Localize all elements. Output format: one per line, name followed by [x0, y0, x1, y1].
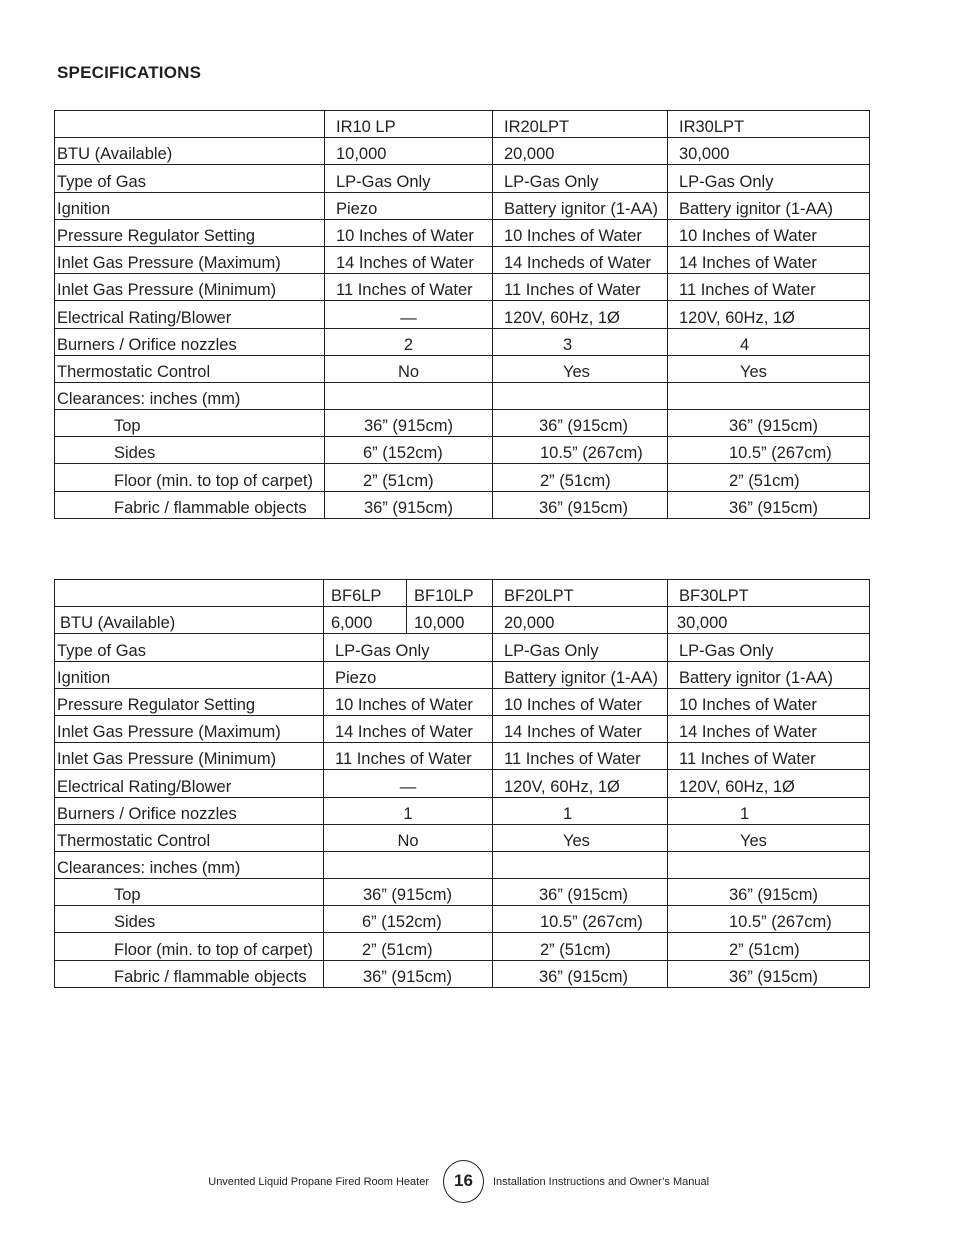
spec-value: LP-Gas Only: [324, 634, 493, 661]
row-label: Clearances: inches (mm): [55, 382, 325, 409]
model-header: BF6LP: [324, 580, 407, 607]
spec-value: 14 Inches of Water: [668, 246, 870, 273]
spec-value: LP-Gas Only: [668, 165, 870, 192]
spec-value: 10 Inches of Water: [493, 219, 668, 246]
model-header: BF20LPT: [493, 580, 668, 607]
spec-value: No: [325, 355, 493, 382]
row-label: BTU (Available): [55, 138, 325, 165]
spec-value: 11 Inches of Water: [493, 274, 668, 301]
table-row: [55, 491, 870, 518]
footer-right-text: Installation Instructions and Owner’s Manual: [493, 1176, 710, 1188]
spec-value: 20,000: [493, 607, 668, 634]
row-label: Ignition: [55, 661, 324, 688]
spec-value: 4: [668, 328, 870, 355]
row-label: Inlet Gas Pressure (Minimum): [55, 274, 325, 301]
table-row: [55, 355, 870, 382]
spec-table-bf: [54, 579, 870, 988]
spec-table-ir: [54, 110, 870, 519]
spec-value: 10 Inches of Water: [324, 688, 493, 715]
spec-value: 20,000: [493, 138, 668, 165]
table-row: [55, 219, 870, 246]
spec-value: 30,000: [668, 607, 870, 634]
spec-value: LP-Gas Only: [493, 634, 668, 661]
header-blank-cell: [55, 580, 324, 607]
row-label: Floor (min. to top of carpet): [55, 933, 324, 960]
spec-value: [668, 851, 870, 878]
table-row: [55, 607, 870, 634]
spec-value: 2: [325, 328, 493, 355]
spec-value: Yes: [668, 355, 870, 382]
spec-value: 3: [493, 328, 668, 355]
row-label: Burners / Orifice nozzles: [55, 797, 324, 824]
spec-value: 10 Inches of Water: [325, 219, 493, 246]
spec-value: 1: [493, 797, 668, 824]
row-label: Clearances: inches (mm): [55, 851, 324, 878]
spec-value: Piezo: [324, 661, 493, 688]
header-blank-cell: [55, 111, 325, 138]
table-row: [55, 715, 870, 742]
row-label: Type of Gas: [55, 634, 324, 661]
spec-value: 6” (152cm): [325, 437, 493, 464]
spec-value: [325, 382, 493, 409]
model-header: IR20LPT: [493, 111, 668, 138]
spec-value: 36” (915cm): [493, 879, 668, 906]
row-label: Pressure Regulator Setting: [55, 219, 325, 246]
spec-value: 6,000: [324, 607, 407, 634]
spec-value: 11 Inches of Water: [668, 274, 870, 301]
spec-value: Yes: [668, 824, 870, 851]
spec-value: 36” (915cm): [668, 960, 870, 987]
spec-value: [668, 382, 870, 409]
spec-value: 14 Inches of Water: [493, 715, 668, 742]
row-label: Electrical Rating/Blower: [55, 301, 325, 328]
table-row: [55, 634, 870, 661]
spec-value: Battery ignitor (1-AA): [668, 192, 870, 219]
spec-value: 36” (915cm): [668, 491, 870, 518]
spec-value: 2” (51cm): [668, 464, 870, 491]
spec-value: Yes: [493, 824, 668, 851]
model-header: BF10LP: [407, 580, 493, 607]
spec-value: 2” (51cm): [493, 464, 668, 491]
spec-value: 36” (915cm): [325, 410, 493, 437]
spec-value: LP-Gas Only: [493, 165, 668, 192]
table-header-row: [55, 111, 870, 138]
spec-value: 2” (51cm): [493, 933, 668, 960]
spec-value: LP-Gas Only: [325, 165, 493, 192]
spec-value: 36” (915cm): [668, 410, 870, 437]
table-row: [55, 933, 870, 960]
table-row: [55, 192, 870, 219]
table-row: [55, 797, 870, 824]
table-row: [55, 328, 870, 355]
spec-value: 120V, 60Hz, 1Ø: [493, 301, 668, 328]
table-row: [55, 437, 870, 464]
row-label: Sides: [55, 906, 324, 933]
table-row: [55, 661, 870, 688]
spec-value: 36” (915cm): [324, 960, 493, 987]
row-label: Top: [55, 410, 325, 437]
row-label: Inlet Gas Pressure (Maximum): [55, 715, 324, 742]
spec-value: LP-Gas Only: [668, 634, 870, 661]
spec-value: 14 Inches of Water: [324, 715, 493, 742]
spec-value: 14 Incheds of Water: [493, 246, 668, 273]
row-label: Burners / Orifice nozzles: [55, 328, 325, 355]
table-row: [55, 824, 870, 851]
spec-value: 10,000: [325, 138, 493, 165]
spec-value: [324, 851, 493, 878]
spec-value: [493, 382, 668, 409]
row-label: Sides: [55, 437, 325, 464]
spec-value: 6” (152cm): [324, 906, 493, 933]
table-row: [55, 138, 870, 165]
page-number: 16: [443, 1160, 484, 1203]
page-title: SPECIFICATIONS: [57, 63, 202, 82]
table-row: [55, 906, 870, 933]
spec-value: 10 Inches of Water: [668, 219, 870, 246]
spec-value: Yes: [493, 355, 668, 382]
row-label: Pressure Regulator Setting: [55, 688, 324, 715]
spec-value: —: [325, 301, 493, 328]
spec-value: 11 Inches of Water: [324, 743, 493, 770]
spec-value: 36” (915cm): [493, 960, 668, 987]
spec-value: 36” (915cm): [668, 879, 870, 906]
row-label: Type of Gas: [55, 165, 325, 192]
spec-value: 2” (51cm): [325, 464, 493, 491]
table-header-row: [55, 580, 870, 607]
row-label: Top: [55, 879, 324, 906]
model-header: IR30LPT: [668, 111, 870, 138]
spec-value: Piezo: [325, 192, 493, 219]
spec-value: 10.5” (267cm): [668, 437, 870, 464]
spec-value: 1: [324, 797, 493, 824]
table-row: [55, 770, 870, 797]
page-footer: [0, 1158, 954, 1204]
spec-value: 10 Inches of Water: [668, 688, 870, 715]
spec-value: 10,000: [407, 607, 493, 634]
spec-value: 10 Inches of Water: [493, 688, 668, 715]
table-row: [55, 851, 870, 878]
model-header: IR10 LP: [325, 111, 493, 138]
row-label: Thermostatic Control: [55, 824, 324, 851]
row-label: Fabric / flammable objects: [55, 491, 325, 518]
spec-value: 2” (51cm): [324, 933, 493, 960]
table-row: [55, 382, 870, 409]
row-label: Inlet Gas Pressure (Minimum): [55, 743, 324, 770]
spec-value: 120V, 60Hz, 1Ø: [493, 770, 668, 797]
table-row: [55, 960, 870, 987]
table-row: [55, 464, 870, 491]
spec-value: 11 Inches of Water: [668, 743, 870, 770]
spec-value: 2” (51cm): [668, 933, 870, 960]
row-label: Fabric / flammable objects: [55, 960, 324, 987]
spec-value: 120V, 60Hz, 1Ø: [668, 770, 870, 797]
table-row: [55, 246, 870, 273]
spec-value: 1: [668, 797, 870, 824]
spec-value: 10.5” (267cm): [668, 906, 870, 933]
row-label: Floor (min. to top of carpet): [55, 464, 325, 491]
spec-value: 10.5” (267cm): [493, 437, 668, 464]
table-row: [55, 410, 870, 437]
spec-value: 11 Inches of Water: [325, 274, 493, 301]
table-row: [55, 301, 870, 328]
spec-value: No: [324, 824, 493, 851]
spec-value: Battery ignitor (1-AA): [493, 661, 668, 688]
footer-left-text: Unvented Liquid Propane Fired Room Heater: [208, 1176, 429, 1188]
spec-value: Battery ignitor (1-AA): [668, 661, 870, 688]
spec-value: 11 Inches of Water: [493, 743, 668, 770]
spec-value: 36” (915cm): [325, 491, 493, 518]
spec-value: 14 Inches of Water: [668, 715, 870, 742]
row-label: Thermostatic Control: [55, 355, 325, 382]
table-row: [55, 743, 870, 770]
row-label: Ignition: [55, 192, 325, 219]
spec-value: 36” (915cm): [493, 410, 668, 437]
table-row: [55, 165, 870, 192]
table-row: [55, 879, 870, 906]
spec-value: 36” (915cm): [493, 491, 668, 518]
row-label: Inlet Gas Pressure (Maximum): [55, 246, 325, 273]
spec-value: —: [324, 770, 493, 797]
spec-value: 10.5” (267cm): [493, 906, 668, 933]
row-label: BTU (Available): [55, 607, 324, 634]
model-header: BF30LPT: [668, 580, 870, 607]
spec-value: 120V, 60Hz, 1Ø: [668, 301, 870, 328]
table-row: [55, 274, 870, 301]
spec-value: [493, 851, 668, 878]
table-row: [55, 688, 870, 715]
spec-value: 30,000: [668, 138, 870, 165]
row-label: Electrical Rating/Blower: [55, 770, 324, 797]
spec-value: 14 Inches of Water: [325, 246, 493, 273]
spec-value: 36” (915cm): [324, 879, 493, 906]
spec-value: Battery ignitor (1-AA): [493, 192, 668, 219]
